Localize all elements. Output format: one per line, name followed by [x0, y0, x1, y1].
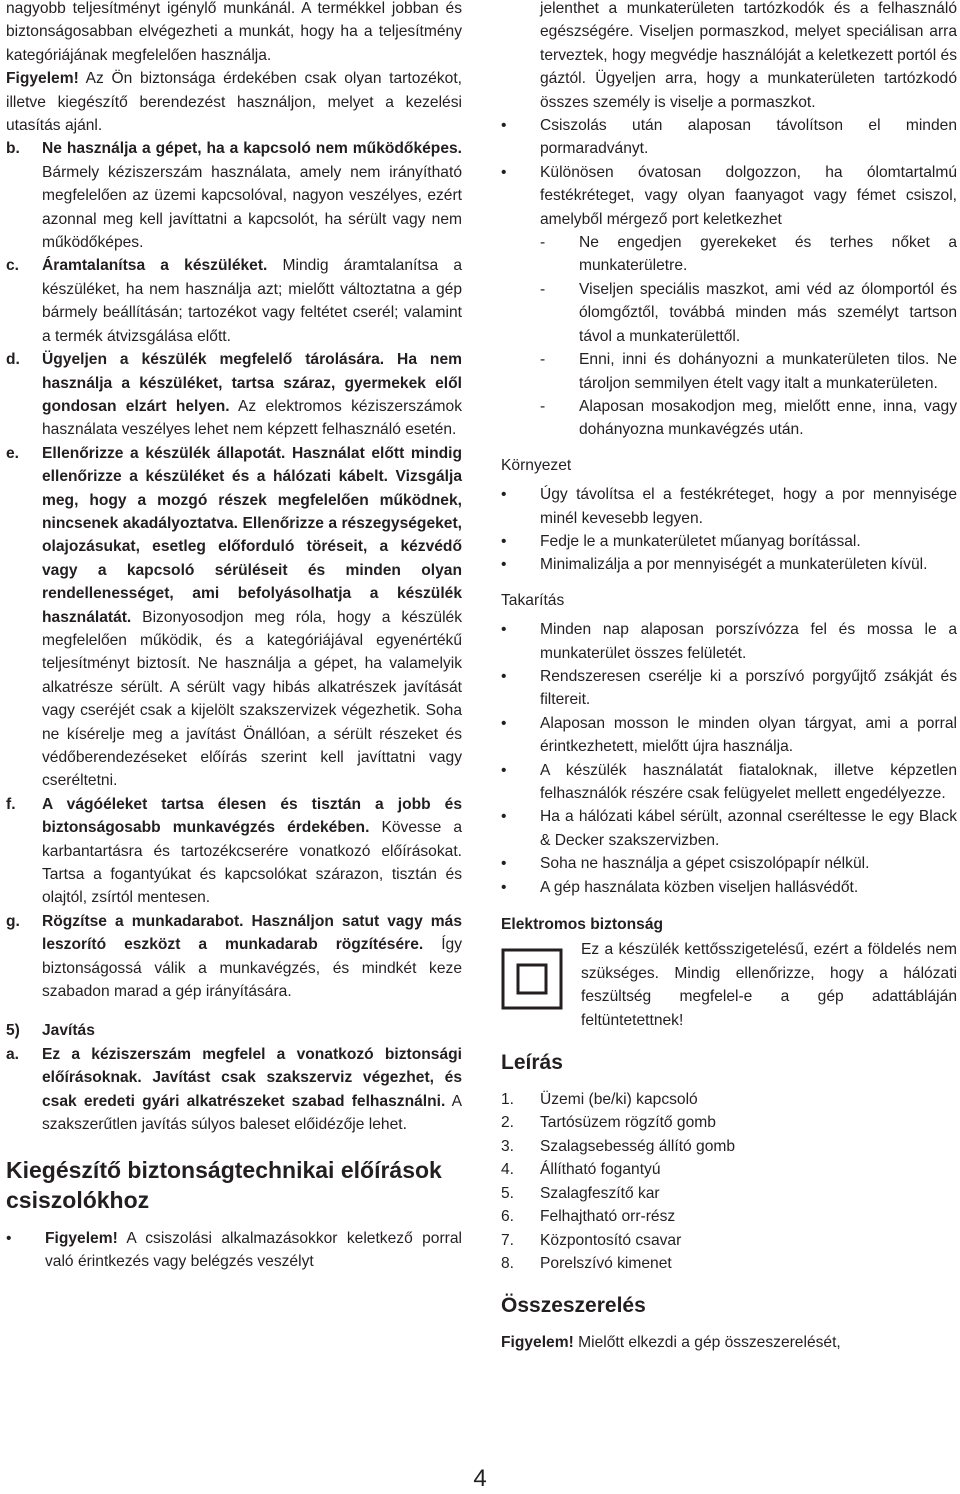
page-number: 4 [473, 1465, 487, 1492]
description-item: 2. Tartósüzem rögzítő gomb [501, 1114, 716, 1132]
electrical-safety-text: Ez a készülék kettősszigetelésű, ezért a földelés nem szükséges. Mindig ellenőrizze, hogy a hálózati feszültség megfelel-e a gép adattábláján feltüntetettnek! [581, 941, 957, 1029]
bullet-lead-paint: • Különösen óvatosan dolgozzon, ha ólomtartalmú festékréteget, vagy olyan faanyagot vagy fémet csiszol, amelyből mérgező port keletkezhet [501, 161, 957, 231]
clean-bullet: • A gép használata közben viseljen hallásvédőt. [501, 876, 957, 899]
electrical-safety-block [501, 938, 957, 1032]
double-insulation-icon [501, 948, 563, 1010]
rule-f: f. A vágóéleket tartsa élesen és tisztán a jobb és biztonságosabb munkavégzés érdekében. Kövesse a karbantartásra és tartozékcserére vonatkozó előírásokat. Tartsa a fogantyúkat és kapcsolókat szárazon, tisztán és olajtól, zsírtól mentesen. [6, 795, 462, 907]
right-column [501, 0, 957, 1355]
sanding-safety-heading: Kiegészítő biztonságtechnikai előírások csiszolókhoz [6, 1156, 442, 1213]
description-item: 6. Felhajtható orr-rész [501, 1208, 676, 1226]
env-bullet: • Fedje le a munkaterületet műanyag borítással. [501, 530, 957, 553]
environment-heading: Környezet [501, 456, 572, 474]
rule-e: e. Ellenőrizze a készülék állapotát. Használat előtt mindig ellenőrizze a készüléket és a hálózati kábelt. Vizsgálja meg, hogy a mozgó részek megfelelően működnek, nincsenek akadályoztatva. Ellenőrizze a részegységeket, olajozásukat, esetleg előforduló töréseit, a kézvédő vagy a kapcsoló sérüléseit és minden olyan rendellenességet, ami befolyásolhatja a készülék használatát. Bizonyosodjon meg róla, hogy a készülék megfelelően működik, és a kategóriájával egyenértékű teljesítményt biztosít. Ne használja a gépet, ha valamelyik alkatrésze sérült. A sérült vagy hibás alkatrészek javítását vagy cseréjét csak a kijelölt szakszervizek végezhetik. Soha ne kísérelje meg a javítást Önállóan, a sérült részeket és védőberendezéseket előírás szerint kell javíttatni vagy cseréltetni. [6, 444, 462, 790]
dash-item: - Enni, inni és dohányozni a munkaterületen tilos. Ne tároljon semmilyen ételt vagy italt a munkaterületen. [540, 351, 957, 392]
electrical-safety-heading: Elektromos biztonság [501, 916, 664, 934]
description-item: 4. Állítható fogantyú [501, 1161, 661, 1179]
rule-5a: a. Ez a kéziszerszám megfelel a vonatkozó biztonsági előírásoknak. Javítást csak szakszerviz végezhet, és csak eredeti gyári alkatrészeket szabad felhasználni. A szakszerűtlen javítás súlyos baleset előidézője lehet. [6, 1045, 462, 1134]
rule-b: b. Ne használja a gépet, ha a kapcsoló nem működőképes. Bármely kéziszerszám használata, amely nem irányítható megfelelően az üzemi kapcsolóval, nagyon veszélyes, ezért azonnal meg kell javíttatni a kapcsolót, ha sérült vagy nem működőképes. [6, 140, 462, 252]
description-item: 5. Szalagfeszítő kar [501, 1184, 660, 1202]
description-item: 3. Szalagsebesség állító gomb [501, 1137, 736, 1155]
continued-paragraph: jelenthet a munkaterületen tartózkodók és a felhasználó egészségére. Viseljen pormaszkod, melyet speciálisan arra terveztek, hogy megvédje használóját a keletkezett portól és gáztól. Ügyeljen arra, hogy a munkaterületen tartózkodó összes személy is viselje a pormaszkot. [540, 0, 957, 111]
env-bullet: • Úgy távolítsa el a festékréteget, hogy a por mennyisége minél kevesebb legyen. [501, 483, 957, 530]
description-item: 8. Porelszívó kimenet [501, 1254, 672, 1272]
clean-bullet: • Minden nap alaposan porszívózza fel és mossa le a munkaterület összes felületét. [501, 618, 957, 665]
rule-c: c. Áramtalanítsa a készüléket. Mindig áramtalanítsa a készüléket, ha nem használja azt; mielőtt változtatna a gép bármely beállításán; tartozékot vagy feltétet cserél; valamint a termék átvizsgálása előtt. [6, 257, 462, 345]
sanding-warning-bullet: • Figyelem! A csiszolási alkalmazásokkor keletkező porral való érintkezés vagy belégzés veszélyt [6, 1227, 462, 1274]
assembly-text: Figyelem! Mielőtt elkezdi a gép összeszerelését, [501, 1334, 841, 1352]
rule-g: g. Rögzítse a munkadarabot. Használjon satut vagy más leszorító eszközt a munkadarab rögzítésére. Így biztonságossá válik a munkavégzés, és mindkét keze szabadon marad a gép irányítására. [6, 912, 462, 1001]
clean-bullet: • Rendszeresen cserélje ki a porszívó porgyűjtő zsákját és filtereit. [501, 665, 957, 712]
dash-item: - Viseljen speciális maszkot, ami véd az ólomportól és ólomgőztől, továbbá minden más személyt tartson távol a munkaterülettől. [540, 280, 957, 345]
env-bullet: • Minimalizálja a por mennyiségét a munkaterületen kívül. [501, 553, 957, 576]
description-item: 7. Központosító csavar [501, 1231, 682, 1249]
clean-bullet: • Ha a hálózati kábel sérült, azonnal cseréltesse le egy Black & Decker szakszervizben. [501, 805, 957, 852]
description-heading: Leírás [501, 1051, 563, 1075]
description-item: 1. Üzemi (be/ki) kapcsoló [501, 1091, 698, 1109]
section-5-heading: 5) Javítás [6, 1022, 95, 1040]
clean-bullet: • A készülék használatát fiataloknak, illetve képzetlen felhasználók részére csak felügyelet mellett engedélyezze. [501, 759, 957, 806]
cleaning-heading: Takarítás [501, 591, 565, 609]
rule-d: d. Ügyeljen a készülék megfelelő tárolására. Ha nem használja a készüléket, tartsa száraz, gyermekek elől gondosan elzárt helyen. Az elektromos kéziszerszámok használata veszélyes lehet nem képzett felhasználó esetén. [6, 351, 462, 439]
bullet-remove-dust: • Csiszolás után alaposan távolítson el minden pormaradványt. [501, 114, 957, 161]
dash-item: - Alaposan mosakodjon meg, mielőtt enne, inna, vagy dohányozna munkavégzés után. [540, 397, 957, 439]
left-column [6, 0, 462, 1273]
clean-bullet: • Soha ne használja a gépet csiszolópapír nélkül. [501, 852, 957, 875]
assembly-heading: Összeszerelés [501, 1294, 646, 1318]
intro-paragraph: nagyobb teljesítményt igénylő munkánál. A termékkel jobban és biztonságosabban elvégezheti a munkát, hogy ha a teljesítmény kategóriájának megfelelően használja. Figyelem! Az Ön biztonsága érdekében csak olyan tartozékot, illetve kiegészítő berendezést használjon, melyet a kezelési utasítás ajánl. [6, 0, 462, 135]
warning-label: Figyelem! [6, 70, 79, 88]
clean-bullet: • Alaposan mosson le minden olyan tárgyat, ami a porral érintkezhetett, mielőtt újra használja. [501, 712, 957, 759]
dash-item: - Ne engedjen gyerekeket és terhes nőket a munkaterületre. [540, 234, 957, 275]
